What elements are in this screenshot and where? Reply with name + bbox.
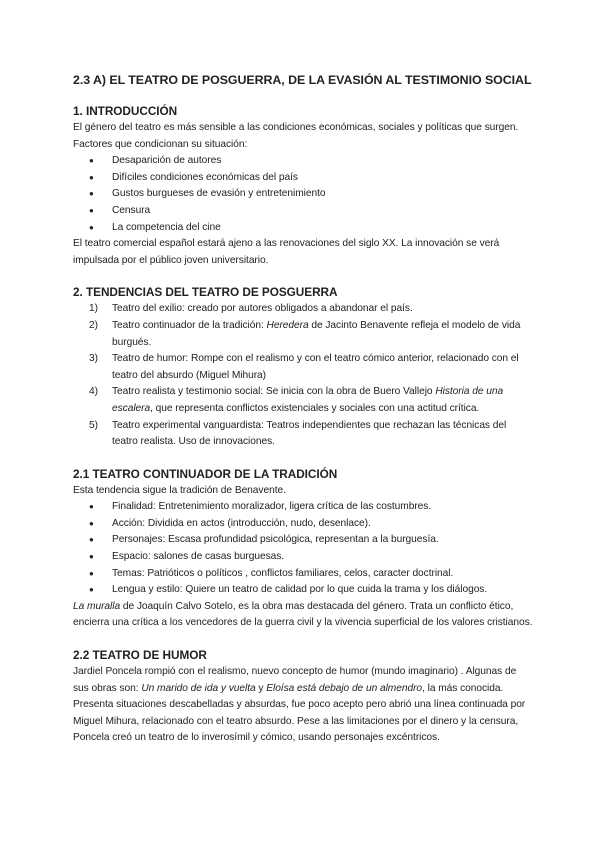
work-title: La muralla — [73, 600, 121, 612]
tendencias-list — [73, 301, 533, 450]
work-title: Historia de una escalera — [112, 386, 504, 414]
list-number: 1) — [89, 303, 98, 315]
work-title: Un marido de ida y vuelta — [141, 682, 256, 694]
paragraph — [73, 599, 533, 632]
paragraph: Factores que condicionan su situación: — [73, 138, 248, 150]
item-text: Teatro continuador de la tradición: — [112, 319, 267, 331]
item-text: Teatro realista y testimonio social: Se inicia con la obra de Buero Vallejo — [112, 386, 436, 398]
paragraph-text: de Joaquín Calvo Sotelo, es la obra mas destacada del género. Trata un conflicto ético, encierra una crítica a los vencedores de la guerra civil y la vivencia superficial de los valores cristianos. — [73, 600, 533, 629]
section-heading: 2. TENDENCIAS DEL TEATRO DE POSGUERRA — [73, 285, 338, 300]
list-item: ● Acción: Dividida en actos (introducción, nudo, desenlace). — [73, 516, 533, 533]
list-item — [73, 384, 533, 417]
list-item: ● Gustos burgueses de evasión y entretenimiento — [73, 186, 533, 203]
paragraph: Esta tendencia sigue la tradición de Benavente. — [73, 484, 286, 496]
section-heading: 2.2 TEATRO DE HUMOR — [73, 648, 207, 663]
list-item — [73, 418, 533, 451]
document-page — [73, 71, 533, 762]
list-item: ● Temas: Patrióticos o políticos , conflictos familiares, celos, caracter doctrinal. — [73, 566, 533, 583]
list-item: ● Desaparición de autores — [73, 153, 533, 170]
item-text: Teatro experimental vanguardista: Teatros independientes que rechazan las técnicas del teatro realista. Uso de innovaciones. — [112, 419, 507, 448]
paragraph-text: Jardiel Poncela rompió con el realismo, nuevo concepto de humor (mundo imaginario) . Algunas de sus obras son: — [73, 666, 517, 694]
list-number: 4) — [89, 386, 98, 398]
list-number: 5) — [89, 419, 98, 431]
paragraph-text: , la más conocida. Presenta situaciones descabelladas y absurdas, fue poco acepto pero abrió una línea continuada por Miguel Mihura, relacionado con el teatro absurdo. Pese a las limitaciones por el dinero y la censura, Poncela creó un teatro de lo inverosímil y cómico, usando personajes excéntricos. — [73, 682, 526, 744]
list-item — [73, 351, 533, 384]
list-item — [73, 318, 533, 351]
list-item: ● Finalidad: Entretenimiento moralizador, ligera crítica de las costumbres. — [73, 499, 533, 516]
list-item: ● Personajes: Escasa profundidad psicológica, representan a la burguesía. — [73, 532, 533, 549]
list-item: ● La competencia del cine — [73, 220, 533, 237]
item-text: Teatro del exilio: creado por autores obligados a abandonar el país. — [112, 303, 413, 315]
features-list — [73, 499, 533, 599]
list-item: ● Espacio: salones de casas burguesas. — [73, 549, 533, 566]
list-number: 2) — [89, 319, 98, 331]
list-item: ● Censura — [73, 203, 533, 220]
paragraph-text: y — [255, 682, 267, 694]
paragraph — [73, 664, 533, 747]
list-item — [73, 301, 533, 318]
section-teatro-continuador — [73, 466, 533, 632]
item-text: de Jacinto Benavente refleja el modelo de vida burgués. — [112, 319, 521, 348]
work-title: Eloísa está debajo de un almendro — [266, 682, 423, 694]
paragraph: El teatro comercial español estará ajeno a las renovaciones del siglo XX. La innovación se verá impulsada por el público joven universitario. — [73, 238, 500, 266]
work-title: Heredera — [266, 319, 309, 331]
list-number: 3) — [89, 353, 98, 365]
section-teatro-humor — [73, 647, 533, 747]
factors-list — [73, 153, 533, 236]
item-text: , que representa conflictos existenciales y sociales con una actitud crítica. — [150, 402, 480, 414]
section-tendencias — [73, 284, 533, 450]
list-item: ● Lengua y estilo: Quiere un teatro de calidad por lo que cuida la trama y los diálogos. — [73, 582, 533, 599]
section-heading: 2.1 TEATRO CONTINUADOR DE LA TRADICIÓN — [73, 466, 338, 481]
section-heading: 1. INTRODUCCIÓN — [73, 104, 178, 118]
document-title: 2.3 A) EL TEATRO DE POSGUERRA, DE LA EVASIÓN AL TESTIMONIO SOCIAL — [73, 73, 532, 87]
item-text: Teatro de humor: Rompe con el realismo y con el teatro cómico anterior, relacionado con el teatro del absurdo (Miguel Mihura) — [112, 353, 519, 381]
list-item: ● Difíciles condiciones económicas del país — [73, 170, 533, 187]
paragraph: El género del teatro es más sensible a las condiciones económicas, sociales y políticas que surgen. — [73, 122, 519, 133]
section-introduccion — [73, 103, 533, 269]
